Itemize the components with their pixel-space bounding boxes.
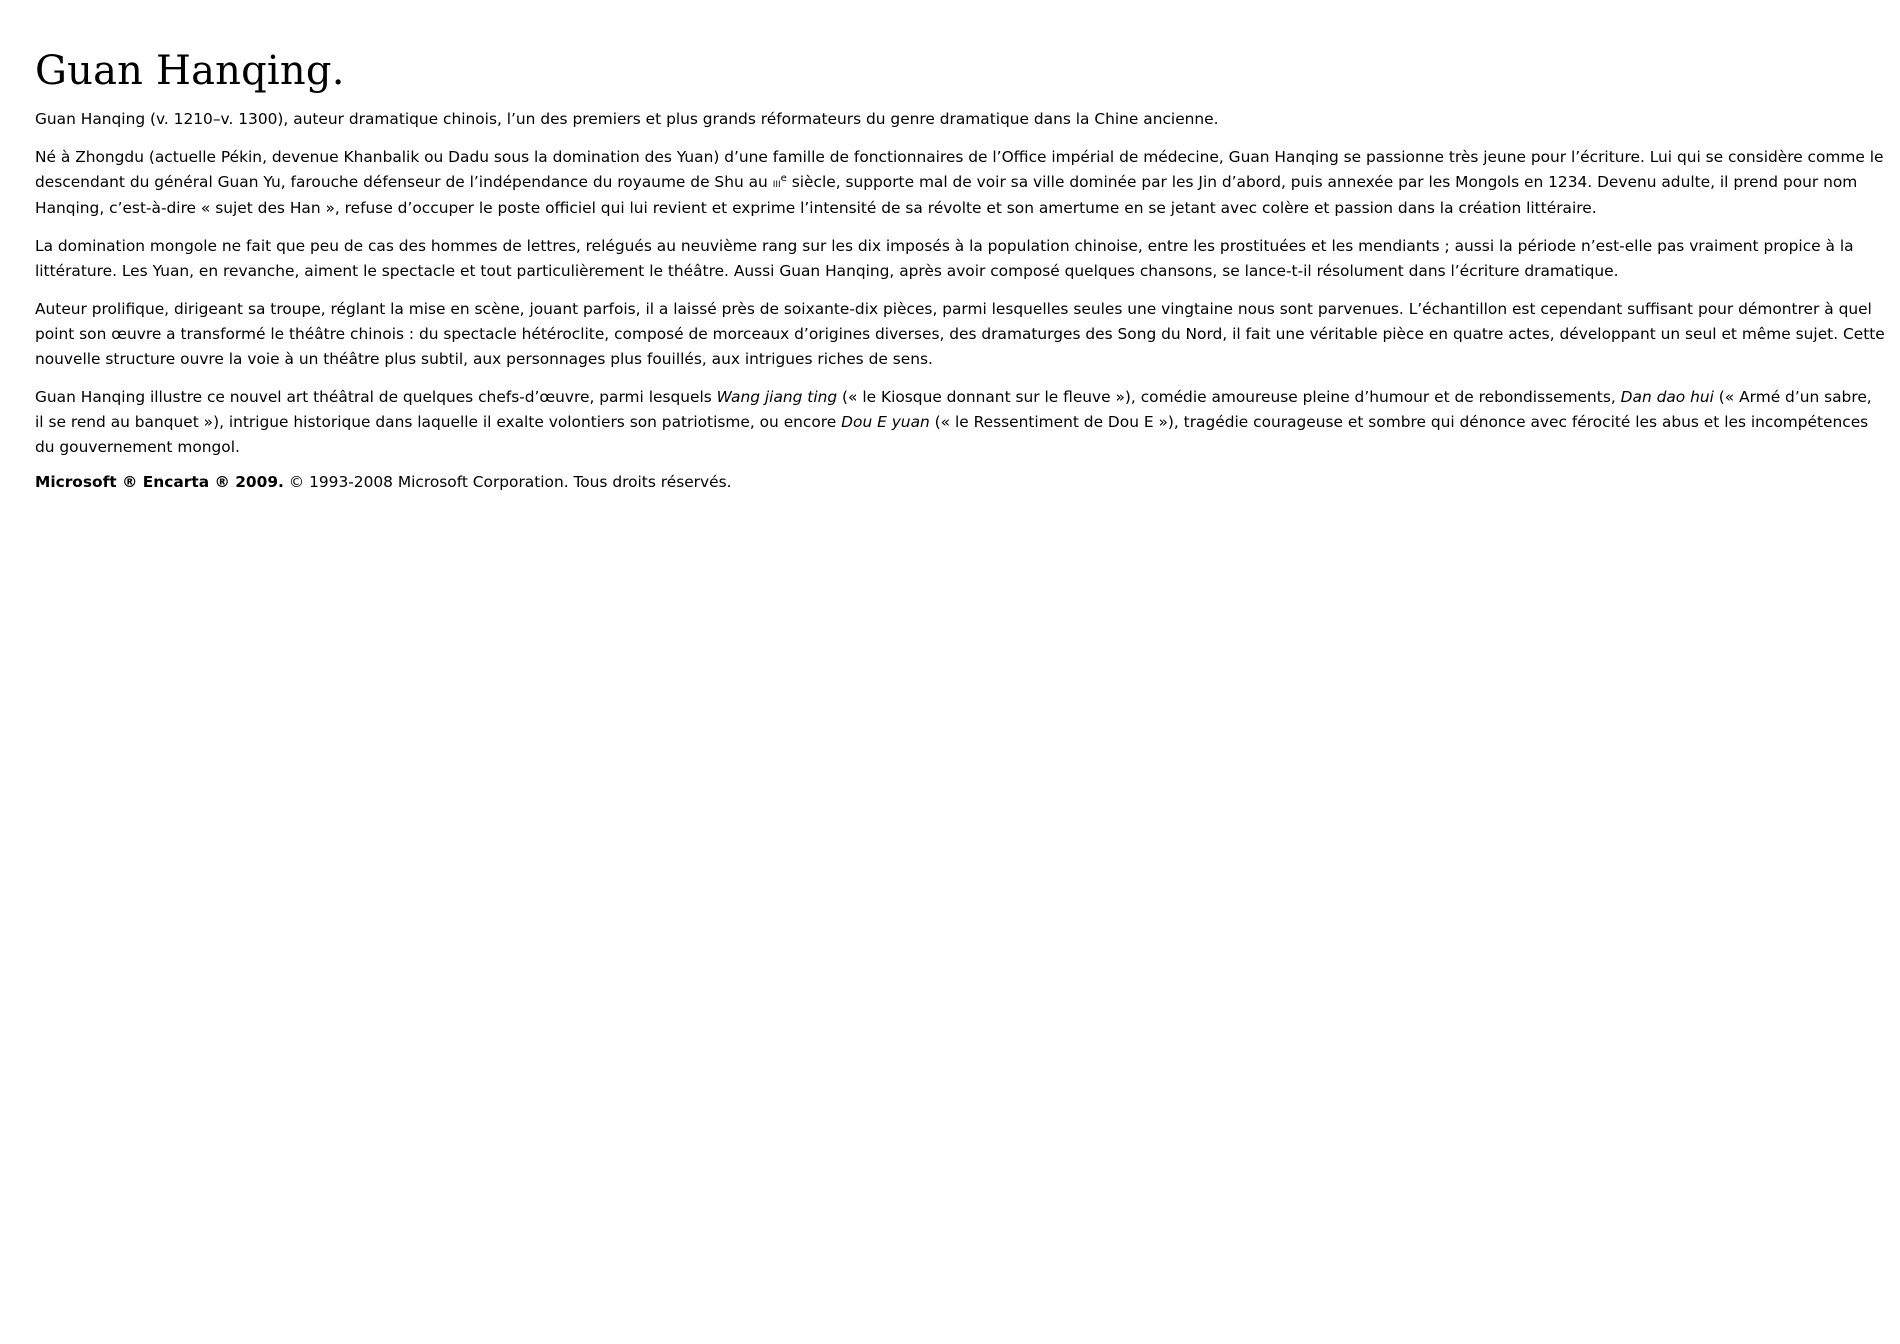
career-paragraph: Auteur prolifique, dirigeant sa troupe, réglant la mise en scène, jouant parfois, il a laissé près de soixante-dix pièces, parmi lesquelles seules une vingtaine nous sont parvenues. L’échantillon est cependant suffisant pour démontrer à quel point son œuvre a transformé le théâtre chinois : du spectacle hétéroclite, composé de morceaux d’origines diverses, des dramaturges des Song du Nord, il fait une véritable pièce en quatre actes, développant un seul et même sujet. Cette nouvelle structure ouvre la voie à un théâtre plus subtil, aux personnages plus fouillés, aux intrigues riches de sens. [35,300,1885,368]
intro-paragraph: Guan Hanqing (v. 1210–v. 1300), auteur dramatique chinois, l’un des premiers et plus grands réformateurs du genre dramatique dans la Chine ancienne. [35,110,1219,128]
works-paragraph [35,385,1885,460]
work-title: Dan dao hui [1620,388,1714,406]
century-numeral: iii [772,176,781,191]
paragraph-text: siècle, supporte mal de voir sa ville dominée par les Jin d’abord, puis annexée par les Mongols en 1234. Devenu adulte, il prend pour nom Hanqing, c’est-à-dire « sujet des Han », refuse d’occuper le poste officiel qui lui revient et exprime l’intensité de sa révolte et son amertume en se jetant avec colère et passion dans la création littéraire. [35,173,1858,217]
context-paragraph: La domination mongole ne fait que peu de cas des hommes de lettres, relégués au neuvième rang sur les dix imposés à la population chinoise, entre les prostituées et les mendiants ; aussi la période n’est-elle pas vraiment propice à la littérature. Les Yuan, en revanche, aiment le spectacle et tout particulièrement le théâtre. Aussi Guan Hanqing, après avoir composé quelques chansons, se lance-t-il résolument dans l’écriture dramatique. [35,237,1854,280]
paragraph-text: (« le Ressentiment de Dou E »), tragédie courageuse et sombre qui dénonce avec férocité les abus et les incompétences du gouvernement mongol. [35,413,1869,456]
paragraph-text: Guan Hanqing illustre ce nouvel art théâtral de quelques chefs-d’œuvre, parmi lesquels [35,388,712,406]
work-title: Dou E yuan [841,413,930,431]
article-title: Guan Hanqing. [35,48,345,94]
copyright-text: © 1993-2008 Microsoft Corporation. Tous droits réservés. [288,473,732,491]
article [35,0,1885,495]
paragraph-text: (« Armé d’un sabre, il se rend au banquet »), intrigue historique dans laquelle il exalte volontiers son patriotisme, ou encore [35,388,1872,431]
copyright-notice [35,470,1885,495]
biography-paragraph [35,145,1885,221]
paragraph-text: (« le Kiosque donnant sur le fleuve »), comédie amoureuse pleine d’humour et de rebondissements, [842,388,1616,406]
paragraph-text: Né à Zhongdu (actuelle Pékin, devenue Khanbalik ou Dadu sous la domination des Yuan) d’une famille de fonctionnaires de l’Office impérial de médecine, Guan Hanqing se passionne très jeune pour l’écriture. Lui qui se considère comme le descendant du général Guan Yu, farouche défenseur de l’indépendance du royaume de Shu au [35,148,1884,191]
source-name: Microsoft ® Encarta ® 2009. [35,473,284,491]
work-title: Wang jiang ting [716,388,838,406]
century-superscript: e [780,172,787,184]
